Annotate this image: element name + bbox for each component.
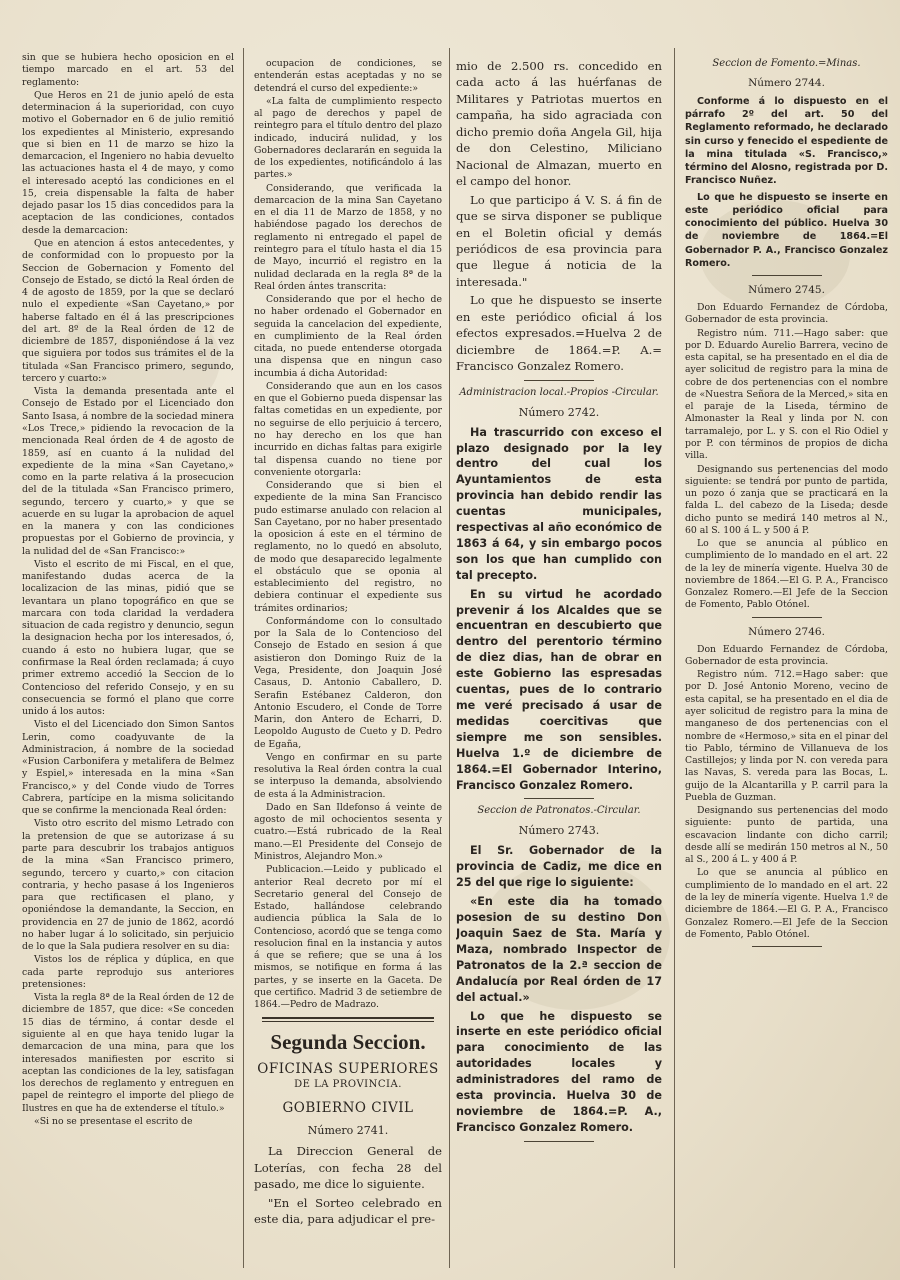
- paragraph: La Direccion General de Loterías, con fecha 28 del pasado, me dice lo siguiente.: [254, 1144, 442, 1192]
- column-4: [685, 58, 888, 1262]
- notice-number: Número 2744.: [748, 77, 825, 89]
- paragraph: Publicacion.—Leido y publicado el anterior Real decreto por mí el Secretario general del Consejo de Estado, hallándose celebrando audiencia pública la Sala de lo Contencioso, acordó que se tenga como resolucion final en la instancia y autos á que se refiere; que se una á los mismos, se notifique en forma á las partes, y se inserte en la Gaceta. De que certifico. Madrid 3 de setiembre de 1864.—Pedro de Madrazo.: [254, 864, 442, 1011]
- paragraph: Considerando, que verificada la demarcacion de la mina San Cayetano en el dia 11 de Marzo de 1858, y no habiéndose pagado los derechos de reglamento ni entregado el papel de reintegro para el título hasta el dia 15 de Mayo, incurrió el registro en la nulidad declarada en la regla 8ª de la Real órden ántes transcrita:: [254, 182, 442, 292]
- paragraph: Conforme á lo dispuesto en el párrafo 2º del art. 50 del Reglamento reformado, he declarado sin curso y fenecido el espediente de la mina titulada «S. Francisco,» término del Alosno, registrada por D. Francisco Nuñez.: [685, 96, 888, 187]
- office-heading: OFICINAS SUPERIORES: [257, 1061, 439, 1078]
- paragraph: Vistos los de réplica y dúplica, en que cada parte reprodujo sus anteriores pretensiones:: [22, 954, 234, 990]
- notice-body: [685, 302, 888, 612]
- column-divider: [674, 48, 675, 1268]
- notice-number: Número 2741.: [307, 1124, 389, 1138]
- paragraph: Visto el del Licenciado don Simon Santos Lerin, como coadyuvante de la Administracion, á nombre de la sociedad «Fusion Carbonifera y metalifera de Belmez y Espiel,» interesada en la mina «San Francisco,» y del Conde viudo de Torres Cabrera, partícipe en la misma solicitando que se confirme la mencionada Real órden:: [22, 719, 234, 817]
- section-heading: Segunda Seccion.: [270, 1030, 426, 1055]
- paragraph: El Sr. Gobernador de la provincia de Cadiz, me dice en 25 del que rige lo siguiente:: [456, 844, 662, 890]
- paragraph: "En el Sorteo celebrado en este dia, para adjudicar el pre-: [254, 1195, 442, 1227]
- paragraph: Considerando que aun en los casos en que el Gobierno pueda dispensar las faltas cometidas en un expediente, por no seguirse de ello perjuicio á tercero, no hay derecho en los que han incurrido en dichas faltas para exigirle tal dispensa cuando no tiene por conveniente otorgarla:: [254, 380, 442, 478]
- separator: [752, 275, 822, 276]
- paragraph: Visto otro escrito del mismo Letrado con la pretension de que se autorizase á su parte para descubrir los trabajos antiguos de la mina «San Francisco primero, segundo, tercero y cuarto,» con citacion contraria, y hecho pasase á los Ingenieros para que rectificasen el plano, y oponiéndose la demandante, la Seccion, en providencia en 27 de junio de 1862, acordó no haber lugar á lo solicitado, sin perjuicio de lo que la Sala pudiera resolver en su dia:: [22, 818, 234, 953]
- paragraph: Lo que he dispuesto se inserte en este periódico oficial á los efectos expresados.=Huelva 2 de diciembre de 1864.=P. A.= Francisco Gonzalez Romero.: [456, 293, 662, 374]
- paragraph: ocupacion de condiciones, se entenderán estas aceptadas y no se detendrá el curso del expediente:»: [254, 58, 442, 94]
- notice-continuation: [456, 58, 662, 375]
- notice-number: Número 2745.: [748, 284, 825, 297]
- notice-number: Número 2742.: [518, 405, 600, 419]
- paragraph: Registro núm. 711.—Hago saber: que por D. Eduardo Aurelio Barrera, vecino de esta capital, se ha presentado en el dia de ayer solicitud de registro para la mina de cobre de dos pertenencias con el nombre de «Nuestra Señora de la Merced,» sita en el paraje de la Liseda, término de Almonaster la Real y linda por N. con tarramalejo, por L. y S. con el Rio Odiel y por P. con términos de propios de dicha villa.: [685, 327, 888, 462]
- paragraph: Ha trascurrido con exceso el plazo designado por la ley dentro del cual los Ayuntamientos de esta provincia han debido rendir las cuentas municipales, respectivas al año económico de 1863 á 64, y sin embargo pocos son los que han cumplido con tal precepto.: [456, 425, 662, 582]
- notice-body: [456, 425, 662, 794]
- column-3: [456, 58, 662, 1262]
- paragraph: «Si no se presentase el escrito de: [34, 1115, 193, 1127]
- paragraph: Don Eduardo Fernandez de Córdoba, Gobernador de esta provincia.: [685, 643, 888, 667]
- section-title: Seccion de Fomento.=Minas.: [712, 58, 861, 69]
- paragraph: Vista la regla 8ª de la Real órden de 12 de diciembre de 1857, que dice: «Se conceden 15 dias de término, á contar desde el siguiente al en que haya tenido lugar la demarcacion de una mina, para que los interesados manifiesten por escrito si aceptan las condiciones de la ley, satisfagan los derechos de reglamento y entreguen en papel de reintegro el importe del pliego de Ilustres en que ha de extenderse el título.»: [22, 992, 234, 1114]
- paragraph: En su virtud he acordado prevenir á los Alcaldes que se encuentran en descubierto que dentro del perentorio término de diez dias, han de obrar en este Gobierno las espresadas cuentas, pues de lo contrario me veré precisado á usar de medidas coercitivas que siempre me son sensibles. Huelva 1.º de diciembre de 1864.=El Gobernador Interino, Francisco Gonzalez Romero.: [456, 587, 662, 792]
- paragraph: Vista la demanda presentada ante el Consejo de Estado por el Licenciado don Santo Isasa, á nombre de la sociedad minera «Los Trece,» pidiendo la revocacion de la mencionada Real órden de 4 de agosto de 1859, así en cuanto á la nulidad del expediente de la mina «San Cayetano,» como en la parte relativa á la prosecucion del de la titulada «San Francisco primero, segundo, tercero y cuarto,» y que se acuerde en su lugar la aprobacion de aquel en la manera y con las condiciones propuestas por el Gobierno de provincia, y la nulidad del de «San Francisco:»: [22, 386, 234, 557]
- paragraph: Designando sus pertenencias del modo siguiente: se tendrá por punto de partida, un pozo ó zanja que se practicará en la falda L. del cabezo de la Liseda; desde dicho punto se medirá 140 metros al N., 60 al S. 100 á L. y 500 á P.: [685, 463, 888, 536]
- column-2: [254, 58, 442, 1262]
- paragraph: Lo que participo á V. S. á fin de que se sirva disponer se publique en el Boletin oficial y demás periódicos de esa provincia para que llegue á noticia de la interesada.": [456, 192, 662, 289]
- paragraph: Lo que he dispuesto se inserte en este periódico oficial para conocimiento del público. Huelva 30 de noviembre de 1864.=El Gobernador P. A., Francisco Gonzalez Romero.: [685, 191, 888, 269]
- paragraph: Considerando que por el hecho de no haber ordenado el Gobernador en seguida la cancelacion del expediente, en cumplimiento de la Real órden citada, no puede entenderse otorgada una dispensa que en ningun caso incumbia á dicha Autoridad:: [254, 294, 442, 379]
- column-divider: [449, 48, 450, 1268]
- notice-body: [456, 843, 662, 1135]
- paragraph: Lo que se anuncia al público en cumplimiento de lo mandado en el art. 22 de la ley de minería vigente. Huelva 30 de noviembre de 1864.—El G. P. A., Francisco Gonzalez Romero.—El Jefe de la Seccion de Fomento, Pablo Otónel.: [685, 538, 888, 611]
- notice-body: [254, 1143, 442, 1227]
- separator: [524, 798, 594, 799]
- government-heading: GOBIERNO CIVIL: [282, 1100, 414, 1117]
- paragraph: Don Eduardo Fernandez de Córdoba, Gobernador de esta provincia.: [685, 302, 888, 326]
- separator: [752, 946, 822, 947]
- section-title: Administracion local.-Propios -Circular.: [459, 386, 659, 398]
- section-divider: [262, 1017, 434, 1022]
- paragraph: Registro núm. 712.=Hago saber: que por D. José Antonio Moreno, vecino de esta capital, se ha presentado en el dia de ayer solicitud de registro para la mina de manganeso de dos pertenencias con el nombre de «Hermoso,» sita en el pinar del tio Pablo, término de Villanueva de los Castillejos; y linda por N. con vereda para las Navas, S. vereda para las Bocas, L. guijo de la Alcantarilla y P. carril para la Puebla de Guzman.: [685, 669, 888, 803]
- paragraph: Que en atencion á estos antecedentes, y de conformidad con lo propuesto por la Seccion de Gobernacion y Fomento del Consejo de Estado, se dictó la Real órden de 4 de agosto de 1859, por la que se declaró nulo el expediente «San Cayetano,» por haberse faltado en él á las prescripciones del art. 8º de la Real órden de 12 de diciembre de 1857, disponiéndose á la vez que siguiera por todos sus trámites el de la titulada «San Francisco primero, segundo, tercero y cuarto:»: [22, 237, 234, 384]
- paragraph: Lo que se anuncia al público en cumplimiento de lo mandado en el art. 22 de la ley de minería vigente. Huelva 1.º de diciembre de 1864.—El G. P. A., Francisco Gonzalez Romero.—El Jefe de la Seccion de Fomento, Pablo Otónel.: [685, 867, 888, 940]
- notice-body: [685, 644, 888, 941]
- province-subheading: DE LA PROVINCIA.: [294, 1079, 402, 1091]
- paragraph: «En este dia ha tomado posesion de su destino Don Joaquin Saez de Sta. María y Maza, nombrado Inspector de Patronatos de la 2.ª seccion de Andalucía por Real órden de 17 del actual.»: [456, 895, 662, 1004]
- column-1: [22, 52, 234, 1262]
- paragraph: Lo que he dispuesto se inserte en este periódico oficial para conocimiento de las autoridades locales y administradores del ramo de esta provincia. Huelva 30 de noviembre de 1864.=P. A., Francisco Gonzalez Romero.: [456, 1009, 662, 1134]
- notice-number: Número 2743.: [518, 824, 600, 838]
- paragraph: sin que se hubiera hecho oposicion en el tiempo marcado en el art. 53 del reglamento:: [22, 52, 234, 88]
- royal-decree-continuation: [254, 58, 442, 1011]
- paragraph: Vengo en confirmar en su parte resolutiva la Real órden contra la cual se interpuso la demanda, absolviendo de esta á la Administracion.: [254, 751, 442, 800]
- paragraph: «La falta de cumplimiento respecto al pago de derechos y papel de reintegro para el título dentro del plazo indicado, inducirá nulidad, y los Gobernadores declararán en seguida la de los expedientes, notificándolo á las partes.»: [254, 95, 442, 181]
- column-divider: [243, 48, 244, 1268]
- paragraph: mio de 2.500 rs. concedido en cada acto á las huérfanas de Militares y Patriotas muertos en campaña, ha sido agraciada con dicho premio doña Angela Gil, hija de don Celestino, Miliciano Nacional de Almazan, muerto en el campo del honor.: [456, 59, 662, 189]
- paragraph: Considerando que si bien el expediente de la mina San Francisco pudo estimarse anulado con relacion al San Cayetano, por no haber presentado la oposicion á este en el término de reglamento, no lo quedó en absoluto, de modo que desaparecido legalmente el obstáculo que se oponia al establecimiento del registro, no debiera continuar el expediente sus trámites ordinarios;: [254, 480, 442, 614]
- separator: [752, 617, 822, 618]
- paragraph: Conformándome con lo consultado por la Sala de lo Contencioso del Consejo de Estado en sesion á que asistieron don Domingo Ruiz de la Vega, Presidente, don Joaquin José Casaus, D. Antonio Caballero, D. Serafin Estébanez Calderon, don Antonio Escudero, el Conde de Torre Marin, don Antero de Echarri, D. Leopoldo Augusto de Cueto y D. Pedro de Egaña,: [254, 615, 442, 750]
- separator: [524, 380, 594, 381]
- notice-number: Número 2746.: [748, 625, 825, 638]
- notice-body: [685, 95, 888, 270]
- paragraph: Dado en San Ildefonso á veinte de agosto de mil ochocientos sesenta y cuatro.—Está rubricado de la Real mano.—El Presidente del Consejo de Ministros, Alejandro Mon.»: [254, 801, 442, 862]
- section-title: Seccion de Patronatos.-Circular.: [477, 805, 641, 817]
- paragraph: Designando sus pertenencias del modo siguiente: punto de partida, una escavacion lindante con dicho carril; desde allí se medirán 150 metros al N., 50 al S., 200 á L. y 400 á P.: [685, 805, 888, 866]
- paragraph: Que Heros en 21 de junio apeló de esta determinacion á la superioridad, con cuyo motivo el Gobernador en 6 de julio remitió los expedientes al Ministerio, expresando que si bien en 11 de marzo se hizo la demarcacion, el Ingeniero no habia devuelto las actuaciones hasta el 4 de mayo, y como el interesado aceptó las condiciones en el 15, creia dispensable la falta de haber dejado pasar los 15 dias concedidos para la aceptacion de las condiciones, contados desde la demarcacion:: [22, 89, 234, 236]
- paragraph: Visto el escrito de mi Fiscal, en el que, manifestando dudas acerca de la localizacion de las minas, pidió que se levantara un plano topográfico en que se marcara con toda claridad la verdadera situacion de cada registro y denuncio, segun la designacion hecha por los interesados, ó, cuando á esto no hubiera lugar, que se confirmase la Real órden reclamada; á cuyo primer extremo accedió la Seccion de lo Contencioso del referido Consejo, y en su consecuencia se formó el plano que corre unido á los autos:: [22, 558, 234, 718]
- separator: [524, 1141, 594, 1142]
